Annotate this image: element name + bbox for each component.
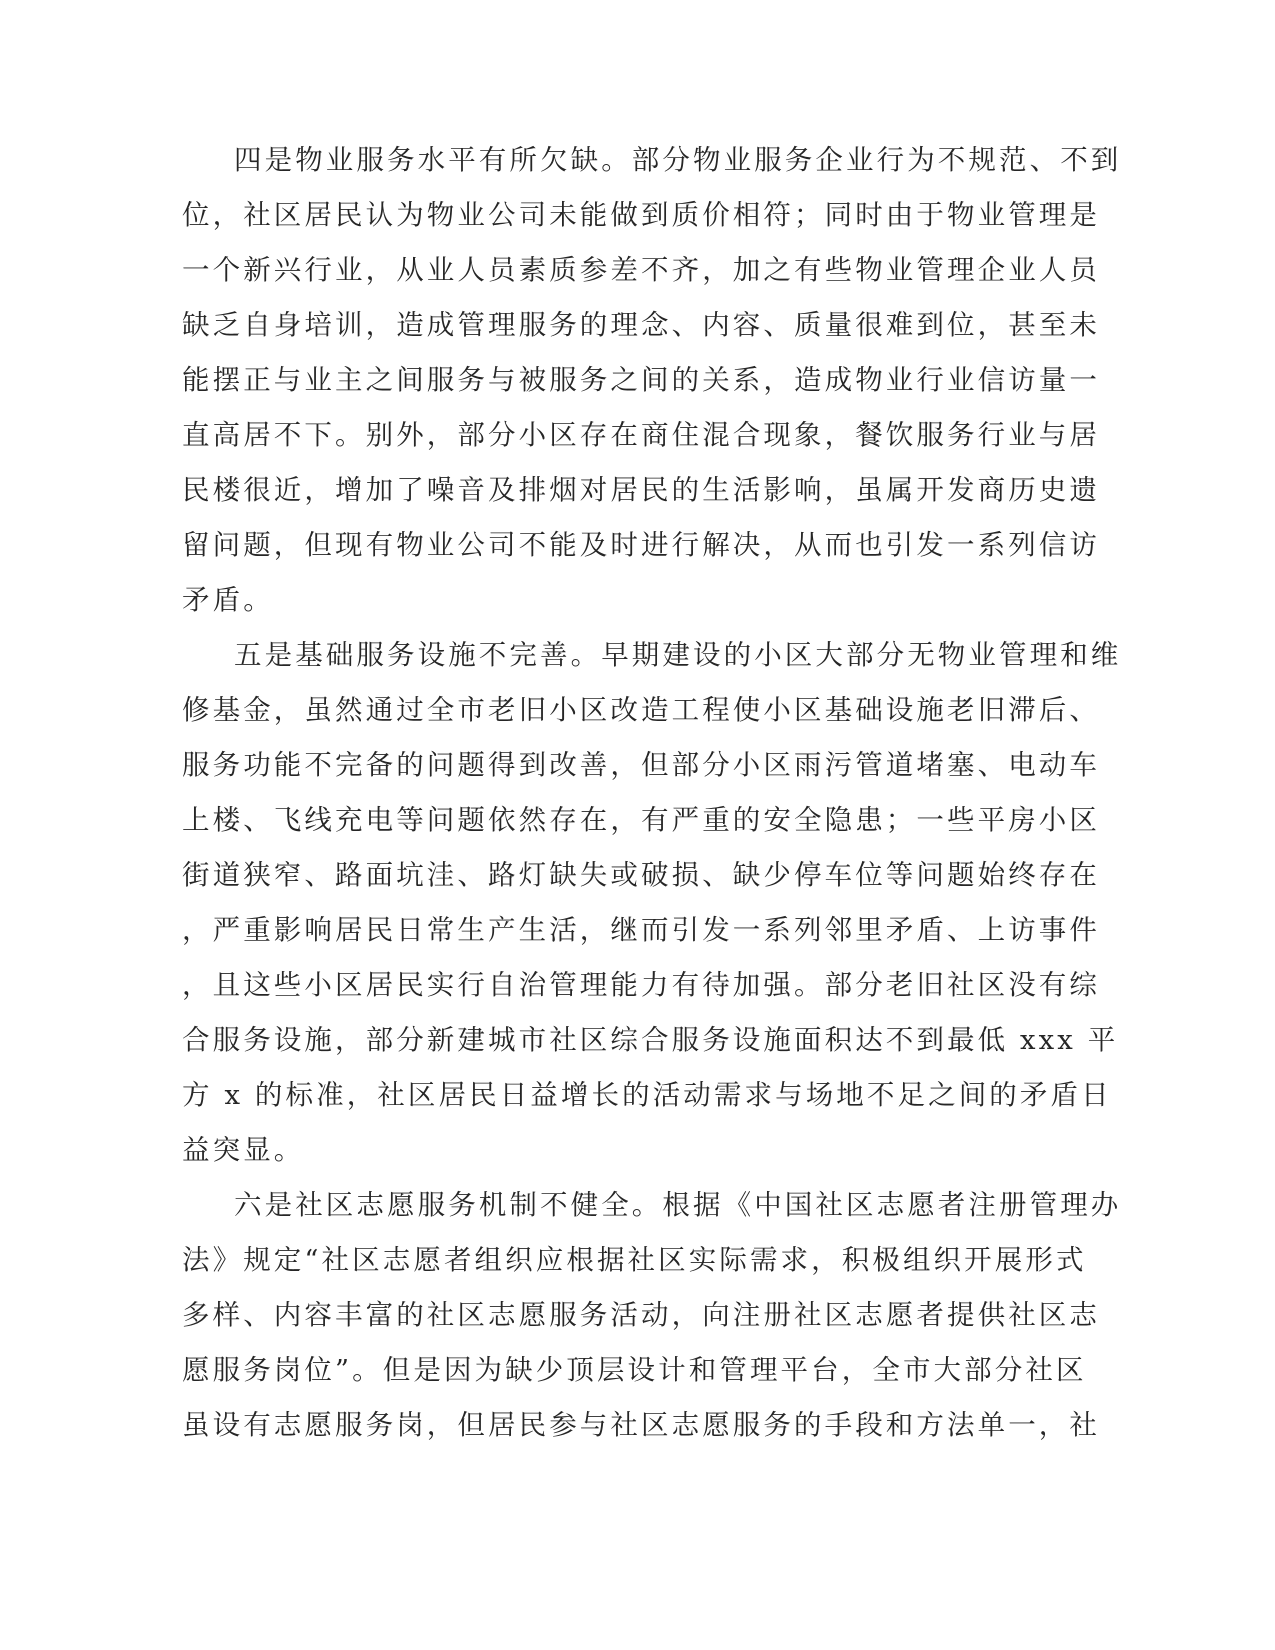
text-line: 多样、内容丰富的社区志愿服务活动，向注册社区志愿者提供社区志: [182, 1299, 1100, 1331]
text-line: 上楼、飞线充电等问题依然存在，有严重的安全隐患；一些平房小区: [182, 804, 1100, 836]
text-line: 能摆正与业主之间服务与被服务之间的关系，造成物业行业信访量一: [182, 364, 1100, 396]
text-line: 五是基础服务设施不完善。早期建设的小区大部分无物业管理和维: [234, 639, 1122, 671]
text-line: 愿服务岗位”。但是因为缺少顶层设计和管理平台，全市大部分社区: [182, 1354, 1087, 1386]
text-line: 街道狭窄、路面坑洼、路灯缺失或破损、缺少停车位等问题始终存在: [182, 859, 1100, 891]
text-line: ，严重影响居民日常生产生活，继而引发一系列邻里矛盾、上访事件: [182, 914, 1100, 946]
text-line: ，且这些小区居民实行自治管理能力有待加强。部分老旧社区没有综: [182, 969, 1100, 1001]
text-line: 虽设有志愿服务岗，但居民参与社区志愿服务的手段和方法单一，社: [182, 1409, 1100, 1441]
text-line: 方 x 的标准，社区居民日益增长的活动需求与场地不足之间的矛盾日: [182, 1079, 1112, 1111]
text-line: 服务功能不完备的问题得到改善，但部分小区雨污管道堵塞、电动车: [182, 749, 1100, 781]
text-line: 四是物业服务水平有所欠缺。部分物业服务企业行为不规范、不到: [234, 144, 1122, 176]
text-line: 益突显。: [182, 1134, 305, 1166]
text-line: 位，社区居民认为物业公司未能做到质价相符；同时由于物业管理是: [182, 199, 1100, 231]
text-line: 留问题，但现有物业公司不能及时进行解决，从而也引发一系列信访: [182, 529, 1100, 561]
text-line: 法》规定“社区志愿者组织应根据社区实际需求，积极组织开展形式: [182, 1244, 1087, 1276]
text-line: 六是社区志愿服务机制不健全。根据《中国社区志愿者注册管理办: [234, 1189, 1122, 1221]
text-line: 缺乏自身培训，造成管理服务的理念、内容、质量很难到位，甚至未: [182, 309, 1100, 341]
text-line: 民楼很近，增加了噪音及排烟对居民的生活影响，虽属开发商历史遗: [182, 474, 1100, 506]
text-line: 一个新兴行业，从业人员素质参差不齐，加之有些物业管理企业人员: [182, 254, 1100, 286]
text-line: 修基金，虽然通过全市老旧小区改造工程使小区基础设施老旧滞后、: [182, 694, 1100, 726]
text-line: 直高居不下。别外，部分小区存在商住混合现象，餐饮服务行业与居: [182, 419, 1100, 451]
text-line: 矛盾。: [182, 584, 274, 616]
text-line: 合服务设施，部分新建城市社区综合服务设施面积达不到最低 xxx 平: [182, 1024, 1119, 1056]
